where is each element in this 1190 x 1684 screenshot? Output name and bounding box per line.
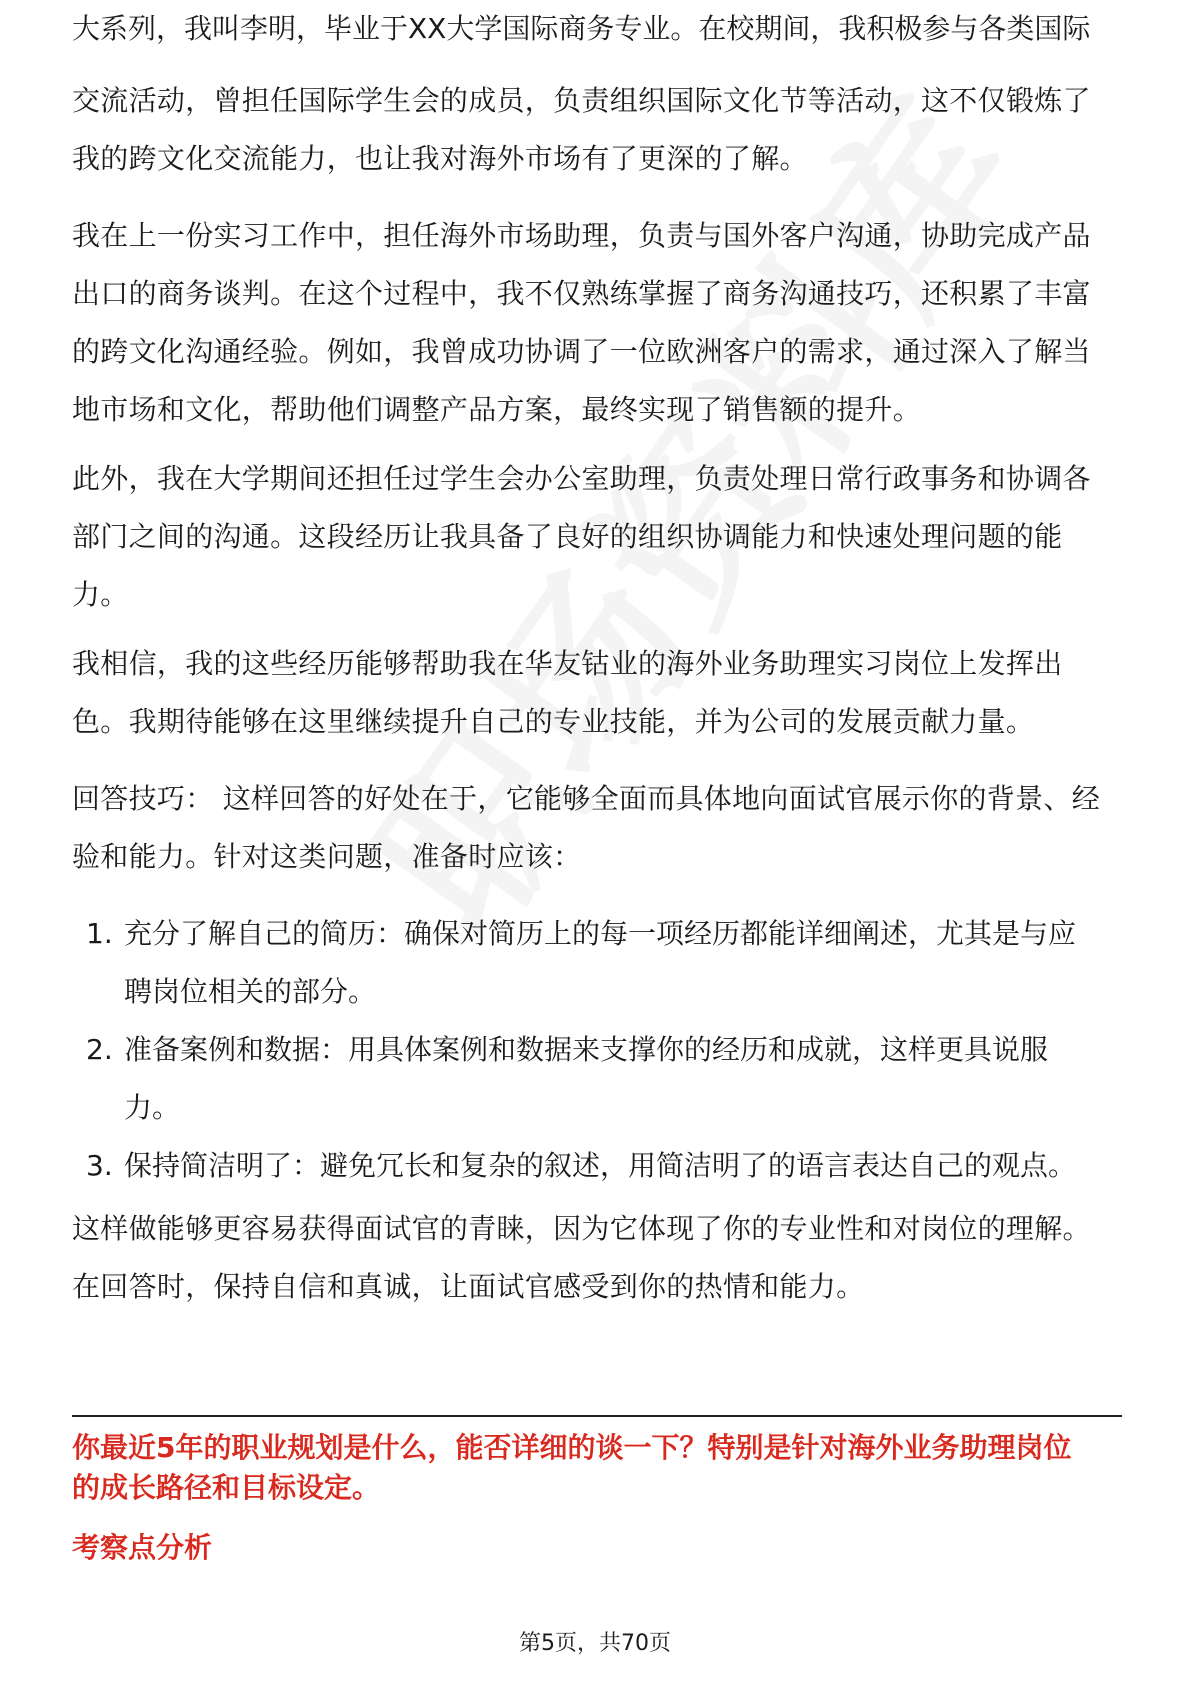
document-page bbox=[72, 0, 1122, 1684]
paragraph-line: 地市场和文化，帮助他们调整产品方案，最终实现了销售额的提升。 bbox=[72, 393, 922, 426]
paragraph-line: 回答技巧： 这样回答的好处在于，它能够全面而具体地向面试官展示你的背景、经 bbox=[72, 782, 1101, 815]
question-line: 你最近5年的职业规划是什么，能否详细的谈一下？特别是针对海外业务助理岗位 bbox=[72, 1431, 1072, 1464]
list-item bbox=[72, 1137, 1122, 1195]
paragraph-line: 交流活动，曾担任国际学生会的成员，负责组织国际文化节等活动，这不仅锻炼了 bbox=[72, 84, 1091, 117]
cut-off-top-line-text: 大系列，我叫李明，毕业于XX大学国际商务专业。在校期间，我积极参与各类国际 bbox=[72, 12, 1091, 45]
question-line: 的成长路径和目标设定。 bbox=[72, 1471, 381, 1504]
question-heading bbox=[72, 1428, 1122, 1508]
paragraph-line: 色。我期待能够在这里继续提升自己的专业技能，并为公司的发展贡献力量。 bbox=[72, 705, 1035, 738]
paragraph-line: 我在上一份实习工作中，担任海外市场助理，负责与国外客户沟通，协助完成产品 bbox=[72, 219, 1091, 252]
list-number: 2. bbox=[86, 1033, 113, 1066]
list-number: 1. bbox=[86, 917, 113, 950]
paragraph-belief bbox=[72, 635, 1122, 751]
list-item bbox=[72, 1021, 1122, 1137]
list-item bbox=[72, 905, 1122, 1021]
paragraph-closing bbox=[72, 1200, 1122, 1316]
paragraph-line: 我相信，我的这些经历能够帮助我在华友钴业的海外业务助理实习岗位上发挥出 bbox=[72, 647, 1063, 680]
list-item-line: 力。 bbox=[124, 1091, 181, 1124]
list-item-line: 充分了解自己的简历：确保对简历上的每一项经历都能详细阐述，尤其是与应 bbox=[124, 917, 1077, 950]
paragraph-line: 的跨文化沟通经验。例如，我曾成功协调了一位欧洲客户的需求，通过深入了解当 bbox=[72, 335, 1091, 368]
cut-off-top-line bbox=[72, 12, 1122, 58]
paragraph-line: 我的跨文化交流能力，也让我对海外市场有了更深的了解。 bbox=[72, 142, 808, 175]
paragraph-line: 力。 bbox=[72, 578, 129, 611]
section-heading-analysis: 考察点分析 bbox=[72, 1531, 213, 1564]
section-divider bbox=[72, 1415, 1122, 1417]
paragraph-internship bbox=[72, 207, 1122, 439]
paragraph-line: 这样做能够更容易获得面试官的青睐，因为它体现了你的专业性和对岗位的理解。 bbox=[72, 1212, 1091, 1245]
paragraph-line: 此外，我在大学期间还担任过学生会办公室助理，负责处理日常行政事务和协调各 bbox=[72, 462, 1091, 495]
list-number: 3. bbox=[86, 1149, 113, 1182]
list-item-line: 保持简洁明了：避免冗长和复杂的叙述，用简洁明了的语言表达自己的观点。 bbox=[124, 1149, 1077, 1182]
paragraph-line: 在回答时，保持自信和真诚，让面试官感受到你的热情和能力。 bbox=[72, 1270, 865, 1303]
paragraph-intro bbox=[72, 72, 1122, 188]
paragraph-line: 出口的商务谈判。在这个过程中，我不仅熟练掌握了商务沟通技巧，还积累了丰富 bbox=[72, 277, 1091, 310]
paragraph-line: 验和能力。针对这类问题，准备时应该： bbox=[72, 840, 582, 873]
tips-list bbox=[72, 905, 1122, 1195]
paragraph-line: 部门之间的沟通。这段经历让我具备了良好的组织协调能力和快速处理问题的能 bbox=[72, 520, 1063, 553]
list-item-line: 准备案例和数据：用具体案例和数据来支撑你的经历和成就，这样更具说服 bbox=[124, 1033, 1049, 1066]
paragraph-student-union bbox=[72, 450, 1122, 624]
page-number-footer: 第5页，共70页 bbox=[519, 1631, 671, 1656]
paragraph-answer-tips bbox=[72, 770, 1122, 886]
list-item-line: 聘岗位相关的部分。 bbox=[124, 975, 377, 1008]
